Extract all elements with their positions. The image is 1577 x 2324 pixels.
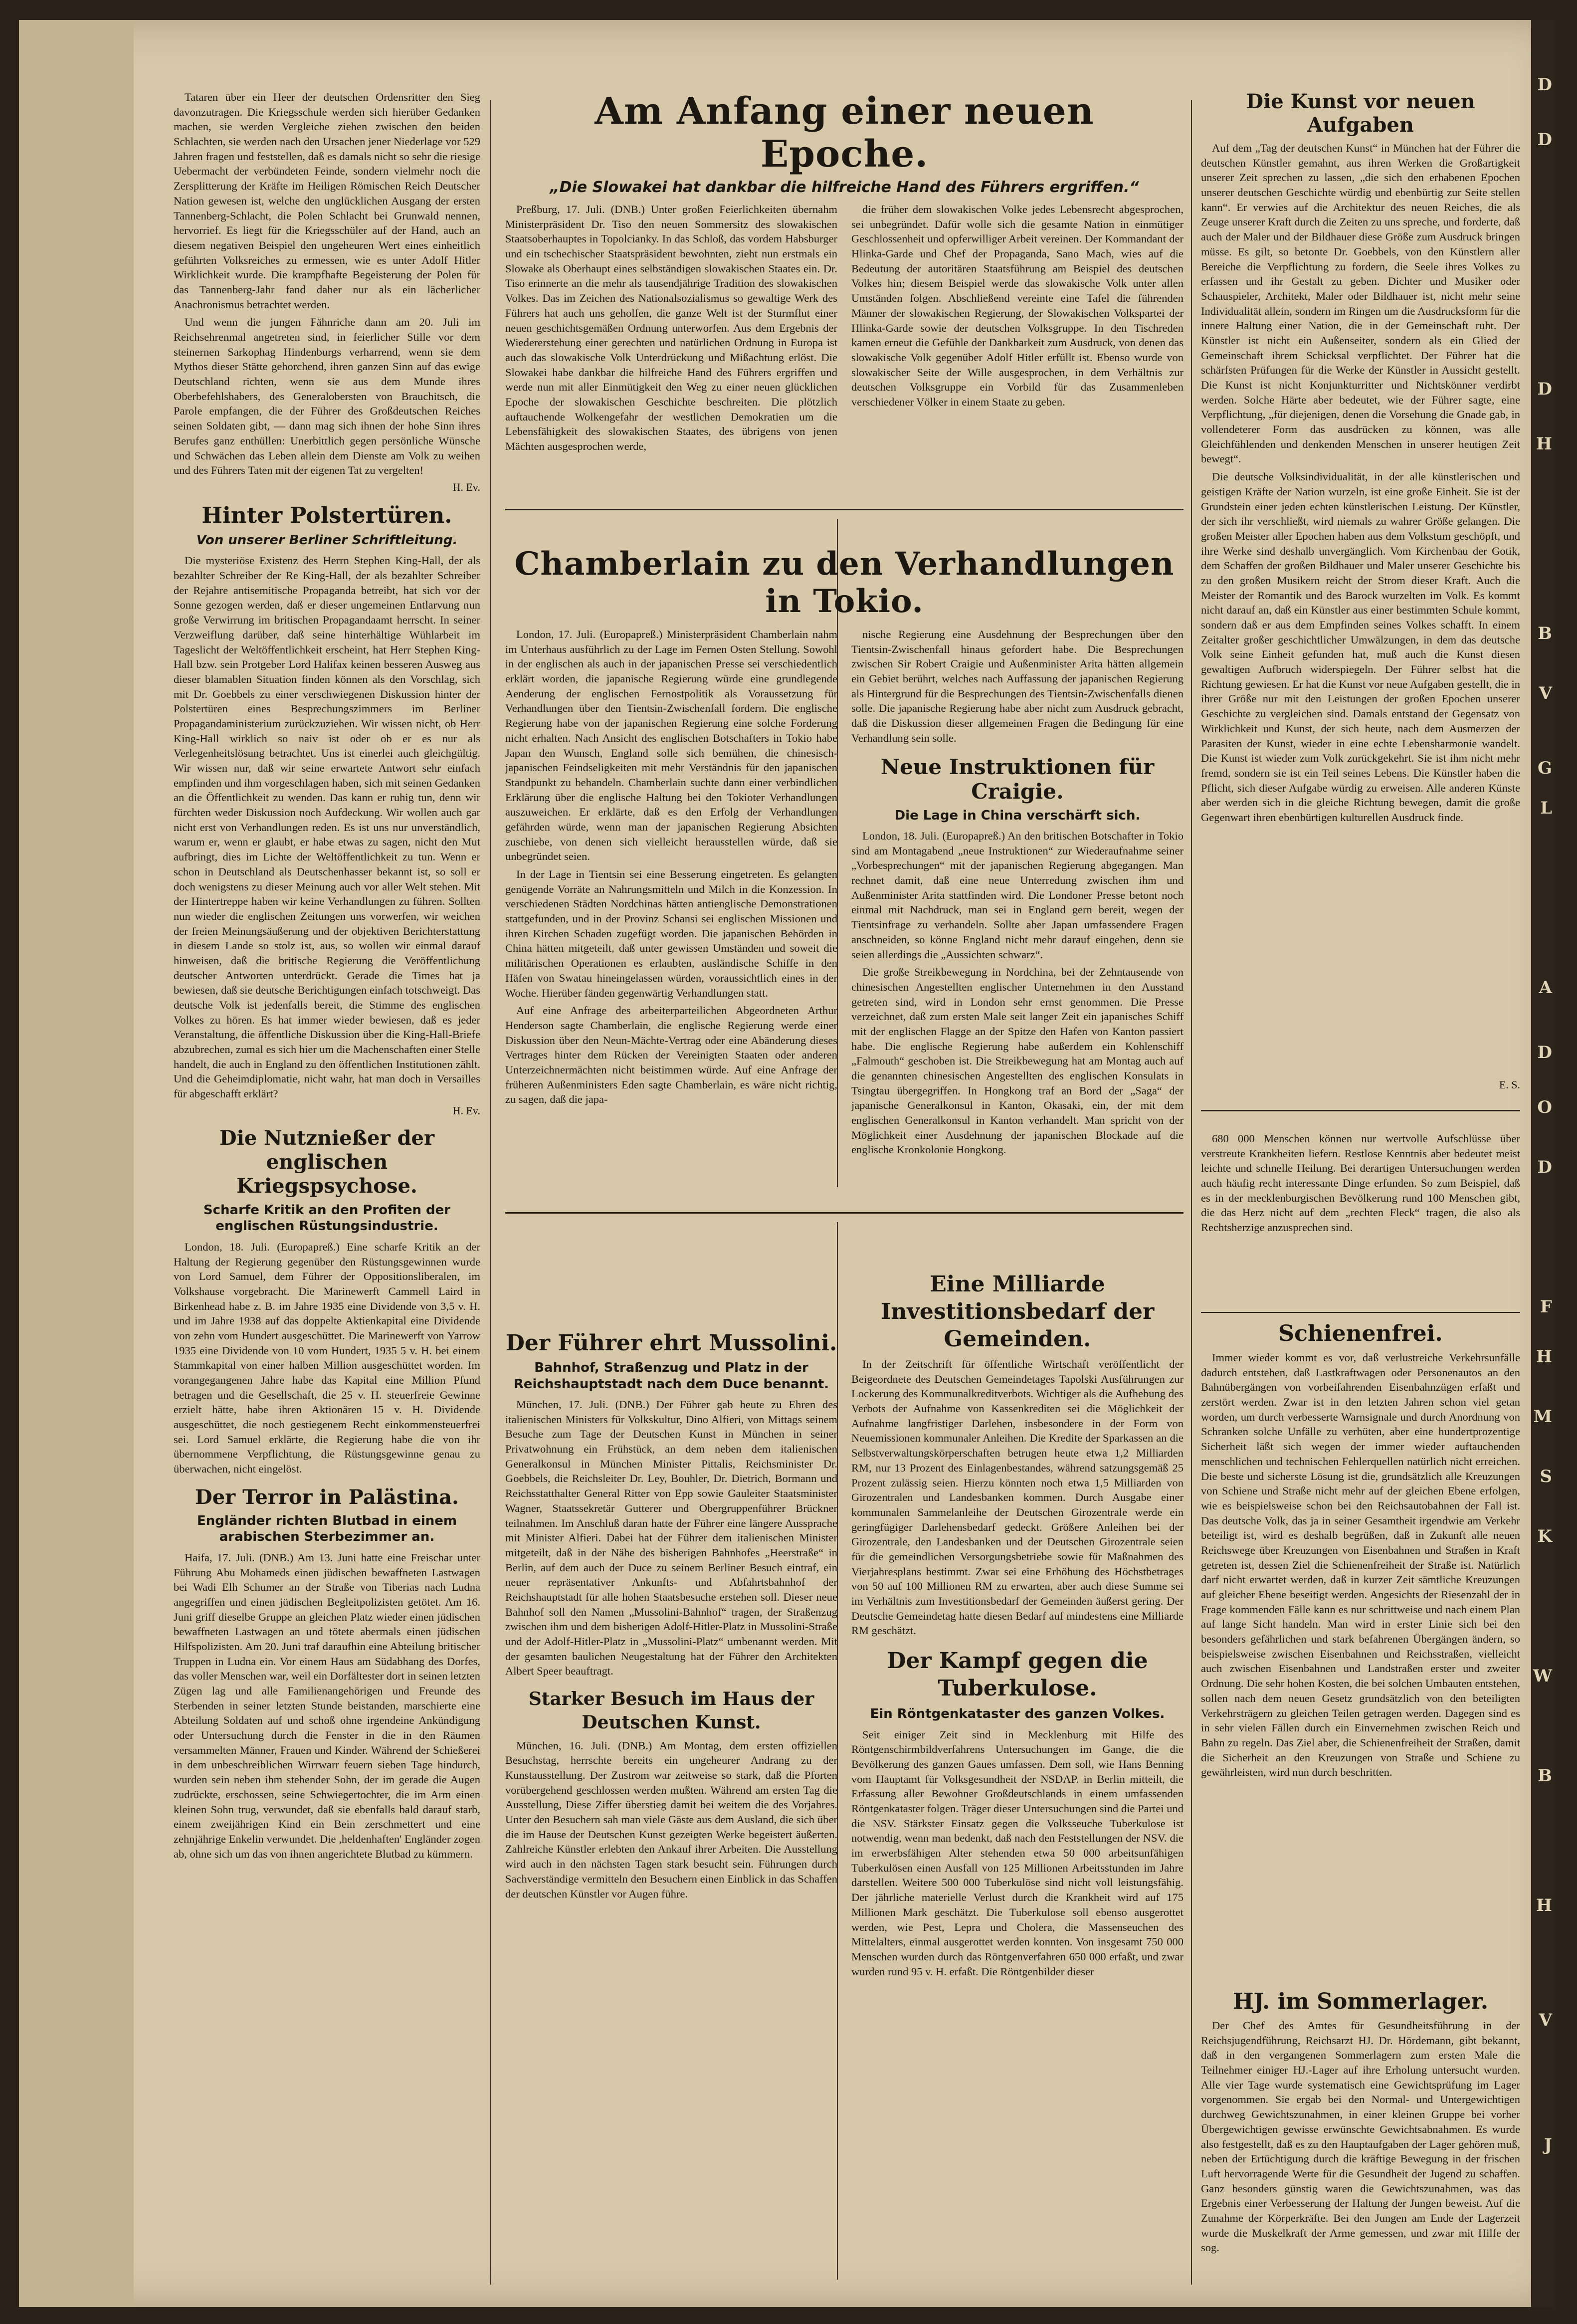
headline-terror: Der Terror in Palästina. <box>195 1485 459 1509</box>
article-text: London, 18. Juli. (Europapreß.) An den britischen Botschafter in Tokio sind am Montagabend „neue Instruktionen“ zur Wiederaufnahme seiner „Vorbesprechungen“ mit der japanischen Regierung abgegangen. Man rechnet damit, daß eine neue Unterredung zwischen ihm und Außenminister Arita stattfinden wird. Die Londoner Presse betont noch einmal mit Nachdruck, man sei in England gern bereit, wegen der Tientsinfrage zu verhandeln. Sollte aber Japan umfassendere Fragen anschneiden, so könne England nicht mehr darauf eingehen, denn sie seien allerdings die „Aussichten schwarz“. <box>851 830 1183 961</box>
subheadline: Engländer richten Blutbad in einem arabischen Sterbezimmer an. <box>197 1513 457 1545</box>
edge-letter: S <box>1540 1467 1552 1486</box>
article-text: Tataren über ein Heer der deutschen Ordensritter den Sieg davonzutragen. Die Kriegsschule werden sich hierüber Gedanken machen, sie werden Vergleiche ziehen zwischen den beiden Schlachten, sie werden nach den Ursachen jener Niederlage vor 529 Jahren fragen und feststellen, daß es damals nicht so sehr die riesige Uebermacht der verbündeten Feinde, sondern vielmehr noch die Zersplitterung der Kräfte im Heiligen Römischen Reich Deutscher Nation gewesen ist, welche den unglücklichen Ausgang der ersten Tannenberg-Schlacht, die Polen Schlacht bei Grunwald nennen, hervorrief. Es liegt für die Kriegsschüler auf der Hand, auch an diesem negativen Beispiel den ungeheuren Wert eines einheitlich geführten Volksreiches zu ermessen, wie es unter Adolf Hitler Wirklichkeit wurde. Die krampfhafte Begeisterung der Polen für das Tannenberg-Jahr fand daher nur als ein lächerlicher Anachronismus betrachtet werden. <box>174 91 480 311</box>
article-text: 680 000 Menschen können nur wertvolle Aufschlüsse über verstreute Krankheiten liefern. Restlose Kenntnis aber bedeutet meist leichte und schnelle Heilung. Bei derartigen Untersuchungen werden auch häufig recht interessante Dinge erfunden. So zum Beispiel, daß es in der mecklenburgischen Bevölkerung rund 100 Menschen gibt, die das Herz nicht auf dem „rechten Fleck“ tragen, die also als Rechtsherzige anzusprechen sind. <box>1201 1132 1520 1234</box>
headline-milliarde: Eine Milliarde Investitionsbedarf der Gemeinden. <box>880 1271 1155 1352</box>
column-left <box>174 90 480 2285</box>
edge-letter: L <box>1540 798 1552 818</box>
article-text: In der Zeitschrift für öffentliche Wirtschaft veröffentlicht der Beigeordnete des Deutschen Gemeindetages Tapolski Ausführungen zur Lockerung des Kommunalkreditverbots. Wichtiger als die Aufhebung des Verbots der Aufnahme von Kassenkrediten sei die Möglichkeit der Aufnahme langfristiger Darlehen, insbesondere in der Form von Neuemissionen kommunaler Anleihen. Die Kredite der Sparkassen an die Selbstverwaltungskörperschaften betrugen heute etwa 1,2 Milliarden RM, nur 13 Prozent des Einlagenbestandes, während satzungsgemäß 25 Prozent zulässig seien. Hierzu könnten noch etwa 1,5 Milliarden von Girozentralen und Landesbanken kommen. Durch Ausgabe einer kommunalen Sammelanleihe der Deutschen Girozentrale werde ein geringfügiger Darlehensbedarf gedeckt. Größere Anleihen bei der Girozentrale, den Landesbanken und der Deutschen Girozentrale seien für die gemeindlichen Versorgungsbetriebe sowie für Maßnahmen des Vierjahresplans bestimmt. Zwar sei eine Erhöhung des Höchstbetrages von 50 auf 100 Millionen RM zu erwarten, aber auch diese Summe sei im Verhältnis zum Investitionsbedarf der Gemeinden äußerst gering. Der Deutsche Gemeindetag hatte diesen Bedarf auf mindestens eine Milliarde RM geschätzt. <box>851 1358 1183 1637</box>
left-margin <box>19 20 134 2307</box>
column-center <box>505 90 1183 2295</box>
article-text: London, 17. Juli. (Europapreß.) Ministerpräsident Chamberlain nahm im Unterhaus ausführlich zu der Lage im Fernen Osten Stellung. Sowohl in der englischen als auch in der japanischen Presse sei verschiedentlich erklärt worden, die japanische Regierung würde eine grundlegende Aenderung der englischen Fernostpolitik als Voraussetzung für Verhandlungen über den Tientsin-Zwischenfall fordern. Die englische Regierung habe von der japanischen Regierung eine solche Forderung nicht erhalten. Nach Ansicht des englischen Botschafters in Tokio habe Japan den Wunsch, England solle sich bemühen, die chinesisch-japanischen Feindseligkeiten mit mehr Verständnis für den japanischen Standpunkt zu behandeln. Chamberlain suchte dann einer verbindlichen Erklärung über die englische Haltung bei den Tokioter Verhandlungen auszuweichen. Er erklärte, daß es den Erfolg der Verhandlungen gefährden würde, wenn man der japanischen Regierung Absichten zuschiebe, von denen sich vielleicht herausstellen würde, daß sie unbegründet seien. <box>505 628 837 863</box>
headline-main: Am Anfang einer neuen Epoche. <box>594 90 1094 176</box>
subheadline: Die Lage in China verschärft sich. <box>894 808 1141 823</box>
article-text: Der Chef des Amtes für Gesundheitsführung in der Reichsjugendführung, Reichsarzt HJ. Dr. Hördemann, gibt bekannt, daß in den vergangenen Sommerlagern zum ersten Male die Teilnehmer einiger HJ.-Lager auf ihre Erholung untersucht wurden. Alle vier Tage wurde systematisch eine Gewichtsprüfung im Lager vorgenommen. Sie ergab bei den Normal- und Untergewichtigen durchweg Gewichtszunahmen, in einer kleinen Gruppe bei vorher Übergewichtigen gewisse erwünschte Gewichtsabnahmen. Es wurde also festgestellt, daß es zu den Hauptaufgaben der Lager gehören muß, neben der Ertüchtigung durch die kräftige Bewegung in der frischen Luft hervorragende Werte für die Gesundheit der Jugend zu schaffen. Ganz besonders günstig waren die Gewichtszunahmen, was das Ergebnis einer Verbesserung der Haltung der Jungen beweist. Auf die Zunahme der Körperkräfte. Bei den Jungen am Ende der Lagerzeit wurde die Muskelkraft der Arme gemessen, und zwar mit Hilfe der sog. <box>1201 2019 1520 2254</box>
edge-letter: W <box>1533 1666 1552 1686</box>
edge-letter: H <box>1536 1896 1552 1915</box>
article-text: Die große Streikbewegung in Nordchina, bei der Zehntausende von chinesischen Angestellten englischer Unternehmen in den Ausstand getreten sind, wird in London sehr ernst genommen. Die Presse verzeichnet, daß zum ersten Male seit langer Zeit ein japanisches Schiff mit der englischen Flagge an der Spitze den Hafen von Kanton passiert habe. Die englische Regierung habe außerdem ein Kohlenschiff „Falmouth“ geschoben ist. Die Streikbewegung hat am Montag auch auf die genannten chinesischen Angestellten des englischen Konsulats in Tsingtau übergegriffen. In Hongkong traf an Bord der „Saga“ der japanische Generalkonsul in Kanton, Okasaki, ein, der mit dem englischen Generalkonsul in Kanton verhandelt. Man spricht von der Möglichkeit einer Ausdehnung der japanischen Blockade auf die englische Kronkolonie Hongkong. <box>851 966 1183 1156</box>
subheadline: Ein Röntgenkataster des ganzen Volkes. <box>870 1706 1165 1722</box>
headline-tuberkulose: Der Kampf gegen die Tuberkulose. <box>887 1648 1148 1701</box>
column-right <box>1201 90 1520 2295</box>
article-text: Seit einiger Zeit sind in Mecklenburg mit Hilfe des Röntgenschirmbildverfahrens Untersuchungen im Gange, die die Bevölkerung des ganzen Gaues umfassen. Dem soll, wie Hans Benning vom Hauptamt für Volksgesundheit der NSDAP. in Berlin mitteilt, die Erfassung aller Bewohner Großdeutschlands in einem umfassenden Röntgenkataster folgen. Träger dieser Untersuchungen sind die Partei und die NSV. Stärkster Einsatz gegen die Volksseuche Tuberkulose ist notwendig, wenn man bedenkt, daß nach den Feststellungen der NSV. die im erwerbsfähigen Alter stehenden etwa 50 000 arbeitsunfähigen Tuberkulösen einen Ausfall von 125 Millionen Arbeitsstunden im Jahre darstellen. Weitere 500 000 Tuberkulöse sind nicht voll leistungsfähig. Der jährliche materielle Verlust durch die Krankheit wird auf 175 Millionen Mark geschätzt. Die Tuberkulose soll ebenso ausgerottet werden, wie Pest, Lepra und Cholera, die Massenseuchen des Mittelalters, einmal ausgerottet werden konnten. Von insgesamt 750 000 Menschen wurden durch das Röntgenverfahren 650 000 erfaßt, und zwar wurden rund 95 v. H. erfaßt. Die Röntgenbilder dieser <box>851 1728 1183 1978</box>
article-text: Die deutsche Volksindividualität, in der alle künstlerischen und geistigen Kräfte der Nation wurzeln, ist eine große Einheit. Sie ist der Grundstein einer jeden echten künstlerischen Leistung. Der Künstler, der sich ihr verschließt, wird niemals zu wahrer Größe gelangen. Die großen Meister aller Epochen haben aus dem Volkstum geschöpft, und ihre Werke sind deshalb unvergänglich. Vom Kirchenbau der Gotik, dem Schaffen der großen Bildhauer und Maler unserer Geschichte bis zu den großen Musikern reicht der Strom dieser Kraft. Auch die Meister der Romantik und des Barock wurzelten im Volk. Es kommt nicht darauf an, daß ein Künstler aus einer bestimmten Schule kommt, sondern daß er aus dem Empfinden seines Volkes schafft. In einem Zeitalter großer geschichtlicher Umwälzungen, in dem das deutsche Volk seine Einheit gefunden hat, muß auch die Kunst diesen gewaltigen Aufbruch widerspiegeln. Der Führer selbst hat die Richtung gewiesen. Er hat die Kunst vor neue Aufgaben gestellt, die in ihrer Größe nur mit den Leistungen der großen Epochen unserer Geschichte zu vergleichen sind. Damals entstand der Gegensatz von Wirklichkeit und Kunst, der sich heute, nach dem Ausmerzen der Parasiten der Kunst, wieder in eine echte Lebensharmonie wandelt. Die Kunst ist wieder zum Volk zurückgekehrt. Sie ist ihm nicht mehr fremd, sondern sie ist ein Teil seines Lebens. Die Künstler haben die Pflicht, sich dieser Aufgabe würdig zu erweisen. Alle anderen Künste aber werden sich in die gleiche Richtung bewegen, damit die große Gegenwart ihren ebenbürtigen kulturellen Ausdruck finde. <box>1201 470 1520 824</box>
article-col <box>505 627 837 1246</box>
edge-letter: V <box>1539 683 1552 703</box>
article-text: nische Regierung eine Ausdehnung der Besprechungen über den Tientsin-Zwischenfall hinaus gefordert habe. Die Besprechungen zwischen Sir Robert Craigie und Außenminister Arita hätten allgemein ein Gebiet berührt, welches nach Auffassung der japanischen Regierung als Hintergrund für die Besprechungen des Tientsin-Zwischenfalls dienen solle. Die japanische Regierung habe aber nicht zum Ausdruck gebracht, daß die Diskussion dieser allgemeinen Fragen die Bedingung für eine Verhandlung sein solle. <box>851 628 1183 744</box>
edge-letter: D <box>1537 1157 1552 1177</box>
article-text: London, 18. Juli. (Europapreß.) Eine scharfe Kritik an der Haltung der Regierung gegenüber den Rüstungsgewinnen wurde von Lord Samuel, dem Führer der Oppositionsliberalen, im Volkshause vorgebracht. Die Marinewerft Cammell Laird in Birkenhead habe z. B. im Jahre 1935 eine Dividende von 3,5 v. H. und im Jahre 1938 auf das doppelte Aktienkapital eine Dividende von zehn vom Hundert ausgeschüttet. Die Marinewerft von Yarrow 1935 eine Dividende von 10 vom Hundert, 1935 5 v. H. bei einem Stammkapital von einer halben Million ausgeschüttet worden. Im vorangegangenen Jahre habe das Kapital eine Million Pfund betragen und die Gesellschaft, die 25 v. H. steuerfreie Gewinne erzielt hätte, habe ihren Aktionären 15 v. H. Dividende ausgeschüttet, die noch gestiegenem Recht einkommensteuerfrei sei. Lord Samuel erklärte, die Regierung habe die von ihr übernommene Verpflichtung, die Rüstungsgewinne genau zu überwachen, nicht eingelöst. <box>174 1240 480 1476</box>
article-kunst <box>1201 141 1520 1078</box>
headline-polstertueren: Hinter Polstertüren. <box>201 502 452 528</box>
edge-letter: B <box>1538 1766 1552 1786</box>
article-text: Auf eine Anfrage des arbeiterparteilichen Abgeordneten Arthur Henderson sagte Chamberlain, die englische Regierung werde einer Diskussion über den Neun-Mächte-Vertrag oder eine Abänderung dieses Vertrages hinter dem Rücken der Vereinigten Staaten oder anderen Unterzeichnermächten nicht beistimmen würde. Auf eine Anfrage der früheren Außenministers Eden sagte Chamberlain, es wäre nicht richtig, zu sagen, daß die japa- <box>505 1004 837 1106</box>
edge-letter: D <box>1537 130 1552 150</box>
headline-schienenfrei: Schienenfrei. <box>1278 1321 1443 1346</box>
article-text: Auf dem „Tag der deutschen Kunst“ in München hat der Führer die deutschen Künstler gemahnt, aus ihren Werken die Großartigkeit unserer Zeit sprechen zu lassen, „die sich den erhabenen Epochen unserer deutschen Geschichte würdig und ebenbürtig zur Seite stellen kann“. Er verwies auf die Architektur des neuen Reiches, die als Zeuge unserer Kraft durch die Zeiten zu uns spreche, und forderte, daß auch der Maler und der Bildhauer diese Größe zum Ausdruck bringen müsse. Es gilt, so betonte Dr. Goebbels, von den Künstlern aller Bereiche die Verpflichtung zu fordern, die Seele ihres Volkes zu erfassen und ihr Gestalt zu geben. Dichter und Musiker oder Schauspieler, Architekt, Maler oder Bildhauer ist, nicht mehr seine Individualität allein, sondern im Ringen um die Ausdrucksform für die innere Haltung einer Nation, die in der Gemeinschaft ruht. Der Künstler ist nicht ein Außenseiter, sondern als ein Glied der Gemeinschaft ihrem Schicksal verpflichtet. Der Führer hat die schärfsten Prüfungen für die Werke der Künstler in Aussicht gestellt. Die Kunst ist nicht Konjunkturritter und Nichtskönner verdirbt werden. Solche Härte aber bedeutet, wie der Führer sagte, eine Verpflichtung, „für diejenigen, denen die Vorsehung die Gnade gab, in vollendeterer Form das ausdrücken zu können, was alle Gleichfühlenden und denkenden Menschen in unserer heutigen Zeit bewegt“. <box>1201 142 1520 465</box>
headline-hj-sommerlager: HJ. im Sommerlager. <box>1232 1989 1489 2014</box>
edge-letter: A <box>1539 978 1552 998</box>
edge-letter: H <box>1536 1347 1552 1367</box>
headline-kunst: Die Kunst vor neuen Aufgaben <box>1246 90 1475 137</box>
article-notiz <box>1201 1131 1520 1301</box>
article-text: die früher dem slowakischen Volke jedes Lebensrecht abgesprochen, sei unbegründet. Dafür wolle sich die gesamte Nation in einmütiger Geschlossenheit und opferwilliger Arbeit vereinen. Der Kommandant der Hlinka-Garde und Chef der Propaganda, Sano Mach, wies auf die Bedeutung der autoritären Staatsführung am Beispiel des deutschen Volkes hin; diesem Beispiel werde das slowakische Volk unter allen Umständen folgen. Abschließend vereinte eine Tafel die führenden Männer der slowakischen Regierung, der Slowakischen Volkspartei der Hlinka-Garde sowie der deutschen Volksgruppe. In den Tischreden kamen erneut die Gefühle der Dankbarkeit zum Ausdruck, von denen das slowakische Volk gegenüber Adolf Hitler erfüllt ist. Ebenso wurde von slowakischer Seite der Wille ausgesprochen, in dem Verhältnis zur deutschen Volksgruppe ein Vorbild für das Zusammenleben verschiedener Völker in einem Staate zu geben. <box>851 203 1183 408</box>
article-text: Die mysteriöse Existenz des Herrn Stephen King-Hall, der als bezahlter Schreiber der Re King-Hall, der als bezahlter Schreiber der Rejahre antisemitische Propaganda betreibt, hat sich vor der Sonne gezogen werden, daß er dieser ungemeinen Entlarvung nun große Verwirrung im britischen Propagandaamt herrscht. In seiner Verzweiflung darüber, daß seine hinterhältige Wühlarbeit im Tageslicht der Weltöffentlichkeit erscheint, hat Herr Stephen King-Hall bzw. sein Protgeber Lord Halifax keinen besseren Ausweg aus dieser blamablen Situation finden können als den Vorschlag, sich mit Dr. Goebbels zu einer verschwiegenen Diskussion hinter der Polstertüren eines Besprechungszimmers im Berliner Propagandaministerium zurückzuziehen. Wir wissen nicht, ob Herr King-Hall wirklich so naiv ist oder ob er es nur als Verlegenheitslösung betrachtet. Uns ist einerlei auch gleichgültig. Wir wissen nur, daß wir seine erwartete Antwort sehr einfach empfinden und ihm vorgeschlagen haben, sich mit seinen Gedanken an die Öffentlichkeit zu wenden. Das kann er ruhig tun, denn wir fürchten weder Diskussion noch Aufdeckung. Wir wollen auch gar nicht erst von Verhandlungen reden. Es ist uns nur unverständlich, warum er, wenn er glaubt, er habe etwas zu sagen, nicht den Mut aufbringt, dies im Lichte der Weltöffentlichkeit zu tun. Wenn er schon in Deutschland als Deutschenhasser bekannt ist, so soll er doch wenigstens zu dieser Meinung auch vor aller Welt stehen. Mit der Hintertreppe haben wir keine Verhandlungen zu führen. Sollten nun wieder die englischen Zeitungen uns vorwerfen, wir weichen der freien Meinungsäußerung und der objektiven Berichterstattung in diesem Lande so stolz ist, aus, so wollen wir einmal darauf hinweisen, daß die britische Regierung die Veröffentlichung deutscher Antworten unterdrückt. Gerade die Times hat ja bewiesen, daß sie deutsche Berichtigungen einfach totschweigt. Das deutsche Volk ist jedenfalls bereit, die Stimme des englischen Volkes zu hören. Es hat immer wieder bewiesen, daß es jeder Veranstaltung, die öffentliche Diskussion über die King-Hall-Briefe abzubrechen, zumal es sich hier um die Machenschaften einer Stelle handelt, die auch in England zu den öffentlichen Institutionen zählt. Und die Geheimdiplomatie, nicht wahr, hat man doch in Versailles für abgeschafft erklärt? <box>174 554 480 1100</box>
edge-letter: O <box>1537 1097 1552 1117</box>
edge-letter: H <box>1536 434 1552 454</box>
edge-letter: V <box>1539 2010 1552 2030</box>
edge-letter: B <box>1538 624 1552 643</box>
article-text: Haifa, 17. Juli. (DNB.) Am 13. Juni hatte eine Freischar unter Führung Abu Mohameds einen jüdischen bewaffneten Lastwagen bei Wadi Elh Schumer an der Straße von Tiberias nach Ludna angegriffen und einen jüdischen Begleitpolizisten getötet. Am 16. Juni griff dieselbe Gruppe an gleichen Platz wieder einen jüdischen bewaffneten Lastwagen an und tötete abermals einen jüdischen Hilfspolizisten. Am 20. Juni traf daraufhin eine Abteilung britischer Truppen in Ludna ein. Vor einem Haus am Südabhang des Dorfes, das voller Menschen war, weil ein Dorfältester dort in seinen letzten Zügen lag und alle Familienangehörigen und Freunde des Sterbenden in seiner letzten Stunde beistanden, marschierte eine Abteilung Soldaten auf und schoß ohne irgendeine Ankündigung oder Untersuchung durch die Fenster in die in den Räumen versammelten Männer, Frauen und Kinder. Während der Schießerei in dem unbeschreiblichen Wirrwarr feuern sieben Tage hindurch, wurden sein neben ihm stehender Sohn, der im gerade die Augen zudrückte, erschossen, seine Schwiegertochter, die im Arm einen kleinen Sohn trug, verwundet, daß sie ebenfalls bald darauf starb, einem zweijährigen Kind ein Bein zerschmettert und eine zehnjährige Enkelin verwundet. Die ,heldenhaften' Engländer zogen ab, ohne sich um das von ihnen angerichtete Blutbad zu kümmern. <box>174 1551 480 1860</box>
headline-starker-besuch: Starker Besuch im Haus der Deutschen Kunst. <box>528 1689 814 1733</box>
headline-fuehrer-mussolini: Der Führer ehrt Mussolini. <box>505 1330 837 1356</box>
article-col <box>851 1270 1183 2295</box>
headline-craigie: Neue Instruktionen für Craigie. <box>880 754 1155 804</box>
author-signature: H. Ev. <box>452 480 480 493</box>
article-schienenfrei <box>1201 1350 1520 1974</box>
article-text: Preßburg, 17. Juli. (DNB.) Unter großen Feierlichkeiten übernahm Ministerpräsident Dr. Tiso den neuen Sommersitz des slowakischen Staatsoberhauptes in Topolcianky. In das Schloß, das vordem Habsburger und ein tschechischer Staatspräsident bewohnten, zieht nun erstmals ein Slowake als Oberhaupt eines selbständigen slowakischen Staates ein. Dr. Tiso erinnerte an die mehr als tausendjährige Tradition des slowakischen Volkes. Das im Zeichen des Nationalsozialismus so gewaltige Werk des Führers hat auch uns geholfen, die ganze Welt ist der Sturmflut einer neuen geschichtsgemäßen Ordnung unterworfen. Aus dem Ergebnis der Wiedererstehung einer gerechten und natürlichen Ordnung in Europa ist auch das slowakische Volk Unterdrückung und Mißachtung erlöst. Die Slowakei habe dankbar die hilfreiche Hand des Führers ergriffen und werde nun mit aller Einmütigkeit den Weg zu einer neuen glücklichen Epoche der slowakischen Geschichte beschreiten. Die plötzlich auftauchende Wolkengefahr der westlichen Demokratien um die Lebensfähigkeit des slowakischen Staates, des übrigens von jenen Mächten ausgesprochen werde, <box>505 203 837 452</box>
article-col <box>851 627 1183 1246</box>
edge-letter: D <box>1537 75 1552 95</box>
column-rule <box>1191 100 1192 2285</box>
article-text: In der Lage in Tientsin sei eine Besserung eingetreten. Es gelangten genügende Vorräte an Nahrungsmitteln und Milch in die Konzession. In verschiedenen Städten Nordchinas hätten antienglische Demonstrationen stattgefunden, und in der Provinz Schansi sei englischen Missionen und ihren Kirchen Schaden zugefügt worden. Die japanischen Behörden in China hätten mitgeteilt, daß unter gewissen Umständen und soweit die militärischen Operationen es erlaubten, ausländische Schiffe in den Häfen von Swatau hineingelassen würden, voraussichtlich eines in der Woche. Hierüber fänden gegenwärtig Verhandlungen statt. <box>505 868 837 999</box>
edge-letter: F <box>1540 1297 1552 1317</box>
subheadline: Bahnhof, Straßenzug und Platz in der Reichshauptstadt nach dem Duce benannt. <box>513 1360 829 1392</box>
edge-letter: J <box>1544 2135 1552 2155</box>
article-text: Und wenn die jungen Fähnriche dann am 20. Juli im Reichsehrenmal angetreten sind, in feierlicher Stille vor dem steinernen Sarkophag Hindenburgs verharrend, wenn sie dem Mythos dieser Stätte gehorchend, ihren ganzen Sinn auf das ewige Deutschland richten, wenn sie aus dem Munde ihres Oberbefehlshabers, des Generalobersten von Brauchitsch, die Parole empfangen, die der Führer des Großdeutschen Reiches seinen Soldaten gibt, — dann mag sich ihnen der hohe Sinn ihres Berufes ganz enthüllen: Unerbittlich gegen persönliche Wünsche und Schwächen das Leben allein dem Dienste am Volk zu weihen und des Führers Taten mit der eigenen Tat zu vergelten! <box>174 316 480 477</box>
headline-nutzniesser: Die Nutznießer der englischen Kriegspsychose. <box>219 1126 435 1198</box>
edge-letter: D <box>1537 379 1552 399</box>
article-chamberlain <box>505 627 1183 1246</box>
newspaper-page <box>19 20 1555 2307</box>
headline-chamberlain: Chamberlain zu den Verhandlungen in Tokio. <box>514 545 1175 620</box>
lower-section <box>505 1270 1183 2295</box>
column-rule <box>490 100 491 2285</box>
article-text: München, 17. Juli. (DNB.) Der Führer gab heute zu Ehren des italienischen Ministers für Volkskultur, Dino Alfieri, von Mittags seinem Besuche zum Tage der Deutschen Kunst in München in seiner Privatwohnung ein Frühstück, an dem neben dem italienischen Generalkonsul in München Minister Pittalis, Reichsminister Dr. Goebbels, die Reichsleiter Dr. Ley, Bouhler, Dr. Dietrich, Bormann und Reichsstatthalter General Ritter von Epp sowie Gauleiter Staatsminister Wagner, Staatssekretär Gutterer und Obergruppenführer Brückner teilnahmen. Im Anschluß daran hatte der Führer eine längere Aussprache mit Minister Alfieri. Dabei hat der Führer dem italienischen Minister mitgeteilt, daß in der Nähe des bisherigen Bahnhofes „Heerstraße“ in Berlin, auf dem auch der Duce zu seinem Berliner Besuch eintraf, ein neuer repräsentativer Ankunfts- und Abfahrtsbahnhof der Reichshauptstadt für alle hohen Staatsbesuche erstehen soll. Dieser neue Bahnhof soll den Namen „Mussolini-Bahnhof“ tragen, der Straßenzug zwischen ihm und dem bisherigen Adolf-Hitler-Platz in Mussolini-Straße und der Adolf-Hitler-Platz in „Mussolini-Platz“ umbenannt werden. Mit der gesamten baulichen Neugestaltung hat der Führer den Architekten Albert Speer beauftragt. <box>505 1398 837 1678</box>
edge-letter: G <box>1537 758 1552 778</box>
article-col <box>505 1270 837 2295</box>
author-signature: H. Ev. <box>452 1104 480 1117</box>
article-hj <box>1201 2018 1520 2295</box>
subheadline: Von unserer Berliner Schriftleitung. <box>196 532 458 548</box>
article-slowakei <box>505 202 1183 526</box>
edge-letter: K <box>1537 1526 1552 1546</box>
edge-letter: M <box>1533 1407 1552 1427</box>
subheadline: Scharfe Kritik an den Profiten der englischen Rüstungsindustrie. <box>203 1202 451 1234</box>
headline-kicker: „Die Slowakei hat dankbar die hilfreiche Hand des Führers ergriffen.“ <box>550 179 1139 196</box>
article-text: Immer wieder kommt es vor, daß verlustreiche Verkehrsunfälle dadurch entstehen, daß Lastkraftwagen oder Personenautos an den Bahnübergängen von vorbeifahrenden Eisenbahnzügen erfaßt und zerstört werden. Zwar ist in den letzten Jahren schon viel getan worden, um durch verbesserte Warnsignale und durch Anordnung von Schranken solche Unfälle zu verhüten, aber eine hundertprozentige Sicherheit läßt sich wegen der immer wieder auftauchenden menschlichen und technischen Fehlerquellen natürlich nicht erreichen. Die beste und sicherste Lösung ist die, grundsätzlich alle Kreuzungen von Schiene und Straße nicht mehr auf der gleichen Ebene erfolgen, wie es beispielsweise schon bei den Reichsautobahnen der Fall ist. Das deutsche Volk, das ja in seiner Gesamtheit irgendwie am Verkehr beteiligt ist, wird es deshalb begrüßen, daß in Zukunft alle neuen Reichswege über Kreuzungen von Eisenbahnen und Straßen in Kraft getreten ist, dessen Ziel die Schienenfreiheit der Straße ist. Natürlich darf nicht erwartet werden, daß in kurzer Zeit sämtliche Kreuzungen auf gleicher Ebene beseitigt werden. Angesichts der Riesenzahl der in Frage kommenden Fälle kann es nur schrittweise und nach einem Plan auf lange Sicht handeln. Man wird in erster Linie sich bei den besonders gefährlichen und stark befahrenen Übergängen ändern, so beispielsweise zwischen Eisenbahnen und Reichsstraßen, vielleicht auch zwischen Eisenbahnen und Landstraßen erster und zweiter Ordnung. Die sehr hohen Kosten, die bei solchen Umbauten entstehen, sollen nach dem neuen Gesetz grundsätzlich von den beteiligten Verkehrsträgern zu gleichen Teilen getragen werden. Dagegen sind es in sehr vielen Fällen durch ein Einvernehmen zwischen Reich und Bahn zu regeln. Das Ziel aber, die Schienenfreiheit der Straßen, damit die Sicherheit an den Kreuzungen von Straße und Schiene zu gewährleisten, wird nun durch beschritten. <box>1201 1351 1520 1779</box>
article-text: München, 16. Juli. (DNB.) Am Montag, dem ersten offiziellen Besuchstag, herrschte bereits ein ungeheurer Andrang zu der Kunstausstellung. Der Zustrom war zeitweise so stark, daß die Pforten vorübergehend geschlossen werden mußten. Während am ersten Tag die Ausstellung, Diese Ziffer überstieg damit bei weitem die des Vorjahres. Unter den Besuchern sah man viele Gäste aus dem Ausland, die sich über die im Hause der Deutschen Kunst gezeigten Werke begeistert äußerten. Zahlreiche Künstler erlebten den Ankauf ihrer Arbeiten. Die Ausstellung wird auch in den nächsten Tagen stark besucht sein. Führungen durch Sachverständige vermitteln den Besuchern einen Einblick in das Schaffen der deutschen Künstler vor Augen führe. <box>505 1739 837 1900</box>
edge-letter: D <box>1537 1043 1552 1062</box>
author-signature: E. S. <box>1499 1078 1520 1091</box>
